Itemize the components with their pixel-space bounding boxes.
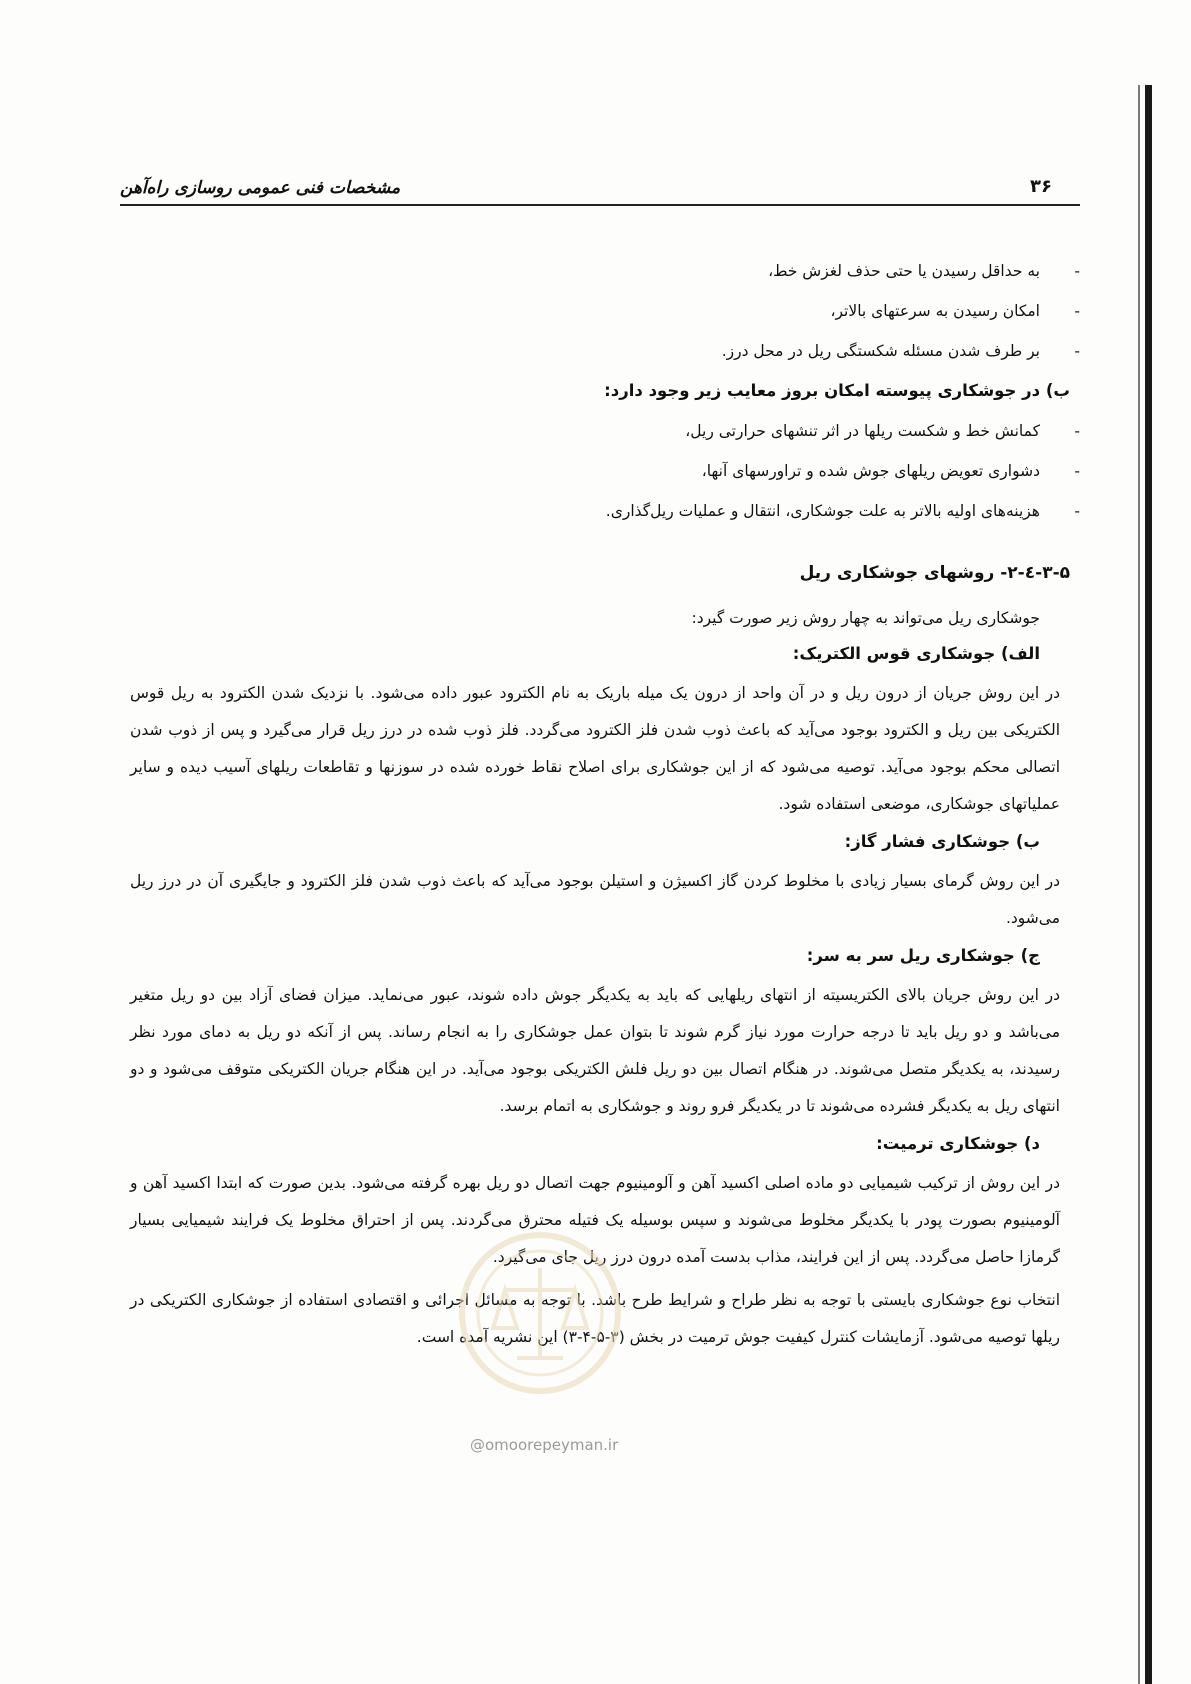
method-text-gas: در این روش گرمای بسیار زیادی با مخلوط کردن گاز اکسیژن و استیلن بوجود می‌آید که باعث ذوب شدن فلز الکترود و جایگیری آن در درز ریل می‌شود.: [130, 872, 1060, 927]
closing-paragraph: انتخاب نوع جوشکاری بایستی با توجه به نظر طراح و شرایط طرح باشد. با توجه به مسائل اجرائی و اقتصادی استفاده از جوشکاری الکتریکی در ریلها توصیه می‌شود. آزمایشات کنترل کیفیت جوش ترمیت در بخش (۳-۵-۴-۳) این نشریه آمده است.: [130, 1291, 1060, 1346]
method-heading-flash-butt: ج) جوشکاری ریل سر به سر:: [806, 946, 1040, 965]
list-item-text: امکان رسیدن به سرعتهای بالاتر،: [830, 302, 1040, 320]
method-text-flash-butt: در این روش جریان بالای الکتریسیته از انتهای ریلهایی که باید به یکدیگر جوش داده شوند، عبور می‌نماید. میزان فضای آزاد بین دو ریل متغیر می‌باشد و دو ریل باید تا درجه حرارت مورد نیاز گرم شوند تا بتوان عمل جوشکاری را به انجام رساند. پس از آنکه دو ریل به دمای مورد نظر رسیدند، به یکدیگر متصل می‌شوند. در هنگام اتصال بین دو ریل فلش الکتریکی بوجود می‌آید. در این هنگام جریان الکتریکی متوقف می‌شود و دو انتهای ریل به یکدیگر فشرده می‌شوند تا در یکدیگر فرو روند و جوشکاری به اتمام برسد.: [130, 986, 1060, 1115]
list-item-text: بر طرف شدن مسئله شکستگی ریل در محل درز.: [721, 342, 1040, 360]
page-body: [130, 258, 1080, 1362]
disadvantages-heading: ب) در جوشکاری پیوسته امکان بروز معایب زیر وجود دارد:: [604, 381, 1070, 400]
bullet-dash: -: [1074, 262, 1080, 280]
binding-edge-bar: [1145, 85, 1152, 1684]
page-number: ۳۶: [1030, 176, 1052, 197]
watermark-url: @omoorepeyman.ir: [470, 1436, 619, 1454]
method-heading-gas: ب) جوشکاری فشار گاز:: [844, 832, 1040, 851]
list-item-text: هزینه‌های اولیه بالاتر به علت جوشکاری، انتقال و عملیات ریل‌گذاری.: [605, 502, 1040, 520]
list-item: [130, 418, 1080, 444]
method-heading-thermite: د) جوشکاری ترمیت:: [876, 1134, 1040, 1153]
list-item: [130, 258, 1080, 284]
list-item: [130, 498, 1080, 524]
list-item: [130, 338, 1080, 364]
list-item-text: دشواری تعویض ریلهای جوش شده و تراورسهای آنها،: [701, 462, 1040, 480]
bullet-dash: -: [1074, 342, 1080, 360]
bullet-dash: -: [1074, 302, 1080, 320]
header-rule: [120, 204, 1080, 206]
list-item-text: به حداقل رسیدن یا حتی حذف لغزش خط،: [768, 262, 1040, 280]
running-title: مشخصات فنی عمومی روسازی راه‌آهن: [120, 178, 401, 198]
bullet-dash: -: [1074, 422, 1080, 440]
list-item-text: کمانش خط و شکست ریلها در اثر تنشهای حرارتی ریل،: [685, 422, 1040, 440]
list-item: [130, 458, 1080, 484]
method-text-thermite: در این روش از ترکیب شیمیایی دو ماده اصلی اکسید آهن و آلومینیوم جهت اتصال دو ریل بهره گرفته می‌شود. بدین صورت که ابتدا اکسید آهن و آلومینیوم بصورت پودر با یکدیگر مخلوط می‌شوند و سپس بوسیله یک فتیله محترق می‌گردند. پس از احتراق مخلوط یک فرایند شیمیایی بسیار گرمازا حاصل می‌گردد. پس از این فرایند، مذاب بدست آمده درون درز ریل جای می‌گیرد.: [130, 1174, 1060, 1266]
method-heading-arc: الف) جوشکاری قوس الکتریک:: [792, 644, 1040, 663]
bullet-dash: -: [1074, 462, 1080, 480]
method-text-arc: در این روش جریان از درون ریل و در آن واحد از درون یک میله باریک به نام الکترود عبور داده می‌شود. با نزدیک شدن الکترود به ریل قوس الکتریکی بین ریل و الکترود بوجود می‌آید که باعث ذوب شدن فلز الکترود می‌گردد. فلز ذوب شده در درز ریل قرار می‌گیرد و پس از ذوب شدن اتصالی محکم بوجود می‌آید. توصیه می‌شود که از این جوشکاری برای اصلاح نقاط خورده شده در سوزنها و تقاطعات ریلهای آسیب دیده و سایر عملیاتهای جوشکاری، موضعی استفاده شود.: [130, 684, 1060, 813]
section-intro: جوشکاری ریل می‌تواند به چهار روش زیر صورت گیرد:: [691, 609, 1040, 627]
bullet-dash: -: [1074, 502, 1080, 520]
section-heading: ۳-۵-٤-۲- روشهای جوشکاری ریل: [799, 563, 1070, 583]
watermark-seal-icon: [455, 1228, 625, 1398]
binding-edge-line: [1138, 85, 1140, 1684]
list-item: [130, 298, 1080, 324]
